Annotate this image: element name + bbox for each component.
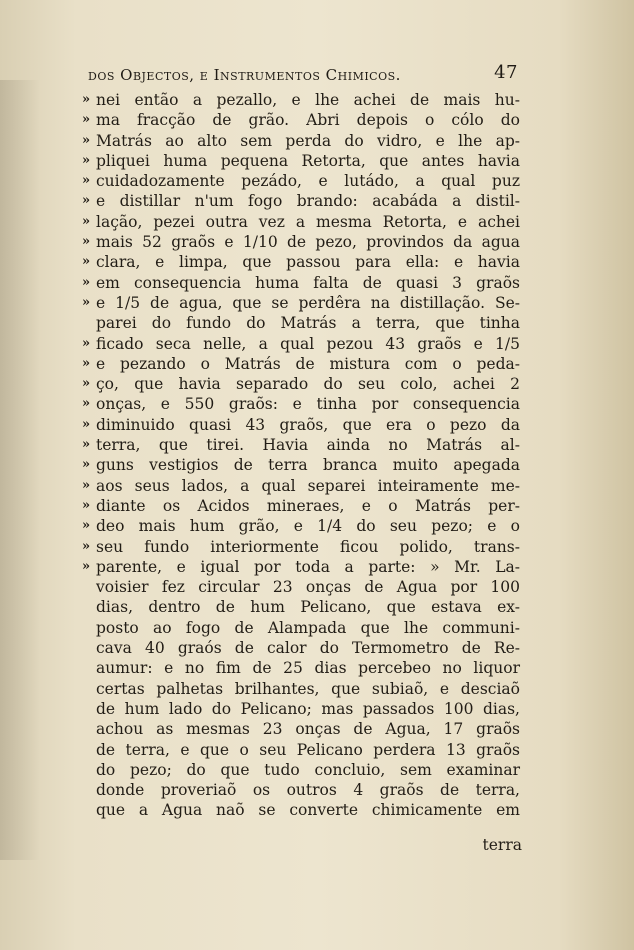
line-text: ço, que havia separado do seu colo, achei 2 xyxy=(96,375,520,394)
line-text: parente, e igual por toda a parte: » Mr. La- xyxy=(96,557,520,576)
quote-mark: » xyxy=(82,92,91,107)
line-text: achou as mesmas 23 onças de Agua, 17 graõs xyxy=(96,720,520,739)
line-text: diminuido quasi 43 graõs, que era o pezo da xyxy=(96,415,520,434)
line-text: deo mais hum grão, e 1/4 do seu pezo; e o xyxy=(96,517,520,536)
text-line xyxy=(82,435,520,455)
text-line xyxy=(96,740,520,760)
quote-mark: » xyxy=(82,518,91,534)
quote-mark: » xyxy=(82,335,91,351)
quote-mark: » xyxy=(82,355,91,371)
text-line xyxy=(82,496,520,516)
quote-mark: » xyxy=(82,294,91,310)
text-line xyxy=(96,577,520,597)
text-line xyxy=(96,699,520,719)
line-text: voisier fez circular 23 onças de Agua por 100 xyxy=(96,578,520,597)
quote-mark: » xyxy=(82,213,91,229)
line-text: diante os Acidos mineraes, e o Matrás per- xyxy=(96,496,520,515)
text-line xyxy=(82,90,520,110)
text-line xyxy=(82,131,520,151)
line-text: dias, dentro de hum Pelicano, que estava ex- xyxy=(96,598,520,617)
text-line xyxy=(82,334,520,354)
line-text: que a Agua naõ se converte chimicamente em xyxy=(96,801,520,820)
body-text xyxy=(82,90,520,821)
quote-mark: » xyxy=(82,132,91,148)
line-text: do pezo; do que tudo concluio, sem examinar xyxy=(96,760,520,779)
text-line xyxy=(82,374,520,394)
line-text: onças, e 550 graõs: e tinha por consequencia xyxy=(96,395,520,414)
line-text: pliquei huma pequena Retorta, que antes havia xyxy=(96,151,520,170)
quote-mark: » xyxy=(82,558,91,574)
line-text: lação, pezei outra vez a mesma Retorta, e achei xyxy=(96,212,520,231)
text-line xyxy=(82,516,520,536)
catchword: terra xyxy=(482,836,522,854)
quote-mark: » xyxy=(82,538,91,554)
line-text: e distillar n'um fogo brando: acabáda a distil- xyxy=(96,192,520,211)
page-number: 47 xyxy=(494,62,518,83)
text-line xyxy=(96,638,520,658)
line-text: aos seus lados, a qual separei inteiramente me- xyxy=(96,476,520,495)
text-line xyxy=(96,780,520,800)
page-header xyxy=(88,62,518,88)
quote-mark: » xyxy=(82,173,91,189)
quote-mark: » xyxy=(82,376,91,392)
line-text: nei então a pezallo, e lhe achei de mais hu- xyxy=(96,91,520,109)
text-line xyxy=(96,313,520,333)
line-text: aumur: e no fim de 25 dias percebeo no liquor xyxy=(96,659,520,678)
text-line xyxy=(82,110,520,130)
text-line xyxy=(82,232,520,252)
line-text: clara, e limpa, que passou para ella: e havia xyxy=(96,253,520,272)
line-text: parei do fundo do Matrás a terra, que tinha xyxy=(96,314,520,333)
line-text: seu fundo interiormente ficou polido, trans- xyxy=(96,537,520,556)
text-line xyxy=(82,293,520,313)
quote-mark: » xyxy=(82,274,91,290)
text-line xyxy=(96,800,520,820)
quote-mark: » xyxy=(82,416,91,432)
line-text: posto ao fogo de Alampada que lhe communi- xyxy=(96,618,520,637)
quote-mark: » xyxy=(82,477,91,493)
line-text: de hum lado do Pelicano; mas passados 100 dias, xyxy=(96,699,520,718)
line-text: de terra, e que o seu Pelicano perdera 13 graõs xyxy=(96,740,520,759)
quote-mark: » xyxy=(82,152,91,168)
running-title: dos Objectos, e Instrumentos Chimicos. xyxy=(88,66,401,84)
quote-mark: » xyxy=(82,254,91,270)
quote-mark: » xyxy=(82,112,91,128)
line-text: ma fracção de grão. Abri depois o cólo do xyxy=(96,111,520,130)
text-line xyxy=(82,537,520,557)
text-line xyxy=(82,394,520,414)
line-text: Matrás ao alto sem perda do vidro, e lhe ap- xyxy=(96,131,520,150)
text-line xyxy=(82,273,520,293)
line-text: donde proveriaõ os outros 4 graõs de terra, xyxy=(96,781,520,800)
line-text: em consequencia huma falta de quasi 3 graõs xyxy=(96,273,520,292)
quote-mark: » xyxy=(82,457,91,473)
text-line xyxy=(82,171,520,191)
facing-page-shadow xyxy=(0,80,40,860)
line-text: cava 40 graós de calor do Termometro de Re- xyxy=(96,639,520,658)
line-text: guns vestigios de terra branca muito apegada xyxy=(96,456,520,475)
text-line xyxy=(96,760,520,780)
text-line xyxy=(82,455,520,475)
text-line xyxy=(96,719,520,739)
text-line xyxy=(82,212,520,232)
line-text: ficado seca nelle, a qual pezou 43 graõs e 1/5 xyxy=(96,334,520,353)
text-line xyxy=(82,557,520,577)
quote-mark: » xyxy=(82,497,91,513)
line-text: terra, que tirei. Havia ainda no Matrás al- xyxy=(96,436,520,455)
quote-mark: » xyxy=(82,193,91,209)
line-text: e 1/5 de agua, que se perdêra na distillação. Se- xyxy=(96,293,520,312)
line-text: e pezando o Matrás de mistura com o peda- xyxy=(96,354,520,373)
line-text: cuidadozamente pezádo, e lutádo, a qual puz xyxy=(96,172,520,191)
text-line xyxy=(82,415,520,435)
text-line xyxy=(96,658,520,678)
text-line xyxy=(82,191,520,211)
text-line xyxy=(82,252,520,272)
text-line xyxy=(96,679,520,699)
quote-mark: » xyxy=(82,234,91,250)
line-text: mais 52 graõs e 1/10 de pezo, provindos da agua xyxy=(96,233,520,252)
quote-mark: » xyxy=(82,396,91,412)
text-line xyxy=(82,476,520,496)
text-line xyxy=(82,151,520,171)
text-line xyxy=(82,354,520,374)
quote-mark: » xyxy=(82,437,91,453)
text-line xyxy=(96,597,520,617)
line-text: certas palhetas brilhantes, que subiaõ, e desciaõ xyxy=(96,679,520,698)
text-line xyxy=(96,618,520,638)
